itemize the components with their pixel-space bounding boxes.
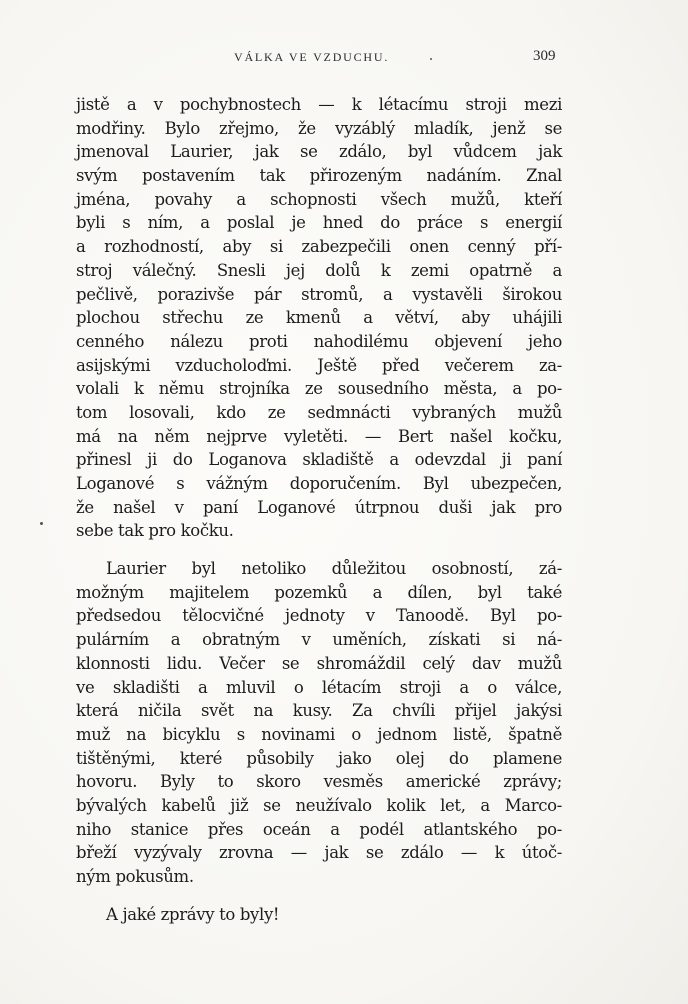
text-line: svým postavením tak přirozeným nadáním. Znal xyxy=(76,166,562,186)
paragraph-gap xyxy=(76,543,562,557)
text-line: že našel v paní Loganové útrpnou duši jak pro xyxy=(76,497,562,517)
print-speck xyxy=(430,58,432,60)
text-line: stroj válečný. Snesli jej dolů k zemi opatrně a xyxy=(76,260,562,280)
text-line: předsedou tělocvičné jednoty v Tanoodě. Byl po- xyxy=(76,606,562,626)
text-line: tom losovali, kdo ze sedmnácti vybraných mužů xyxy=(76,402,562,422)
text-line: ným pokusům. xyxy=(76,867,194,886)
running-head: VÁLKA VE VZDUCHU. xyxy=(234,50,390,64)
text-line: břeží vyzývaly zrovna — jak se zdálo — k útoč- xyxy=(76,843,562,863)
text-line: Loganové s vážným doporučením. Byl ubezpečen, xyxy=(76,474,562,493)
text-line: a rozhodností, aby si zabezpečili onen cenný pří- xyxy=(76,237,562,257)
text-line: pečlivě, porazivše pár stromů, a vystavěli širokou xyxy=(76,284,562,304)
text-line: bývalých kabelů již se neužívalo kolik let, a Marco- xyxy=(76,795,562,815)
text-line: plochou střechu ze kmenů a větví, aby uhájili xyxy=(76,308,562,328)
text-line: přinesl ji do Loganova skladiště a odevzdal ji paní xyxy=(76,450,562,470)
text-line: asijskými vzducholoďmi. Ještě před večerem za- xyxy=(76,355,562,375)
text-line: jména, povahy a schopnosti všech mužů, kteří xyxy=(76,189,562,209)
text-line: Laurier byl netoliko důležitou osobností, zá- xyxy=(106,559,562,579)
text-line: volali k němu strojníka ze sousedního města, a po- xyxy=(76,379,562,399)
text-line: byli s ním, a poslal je hned do práce s energií xyxy=(76,213,562,233)
text-line: možným majitelem pozemků a dílen, byl také xyxy=(76,582,562,602)
paragraph-1 xyxy=(76,93,562,543)
text-line: pulárním a obratným v uměních, získati si ná- xyxy=(76,630,562,650)
paragraph-3 xyxy=(76,903,562,927)
text-line: niho stanice přes oceán a podél atlantského po- xyxy=(76,819,562,839)
text-line: která ničila svět na kusy. Za chvíli přijel jakýsi xyxy=(76,701,562,721)
paragraph-2 xyxy=(76,557,562,889)
text-line: cenného nálezu proti nahodilému objevení jeho xyxy=(76,331,562,351)
text-line: jistě a v pochybnostech — k létacímu stroji mezi xyxy=(76,95,562,114)
text-line: A jaké zprávy to byly! xyxy=(106,904,280,924)
text-line: ve skladišti a mluvil o létacím stroji a o válce, xyxy=(76,677,562,697)
text-line: tištěnými, které působily jako olej do plamene xyxy=(76,748,562,768)
paragraph-gap xyxy=(76,889,562,903)
text-line: klonnosti lidu. Večer se shromáždil celý dav mužů xyxy=(76,653,562,673)
text-line: má na něm nejprve vyletěti. — Bert našel kočku, xyxy=(76,426,562,446)
print-speck xyxy=(40,522,43,525)
text-line: jmenoval Laurier, jak se zdálo, byl vůdcem jak xyxy=(76,142,562,162)
text-line: modřiny. Bylo zřejmo, že vyzáblý mladík, jenž se xyxy=(76,118,562,138)
page-number: 309 xyxy=(533,48,556,64)
text-line: hovoru. Byly to skoro vesměs americké zprávy; xyxy=(76,772,562,792)
text-line: muž na bicyklu s novinami o jednom listě, špatně xyxy=(76,724,562,744)
text-line: sebe tak pro kočku. xyxy=(76,521,234,541)
body-text xyxy=(76,93,562,926)
